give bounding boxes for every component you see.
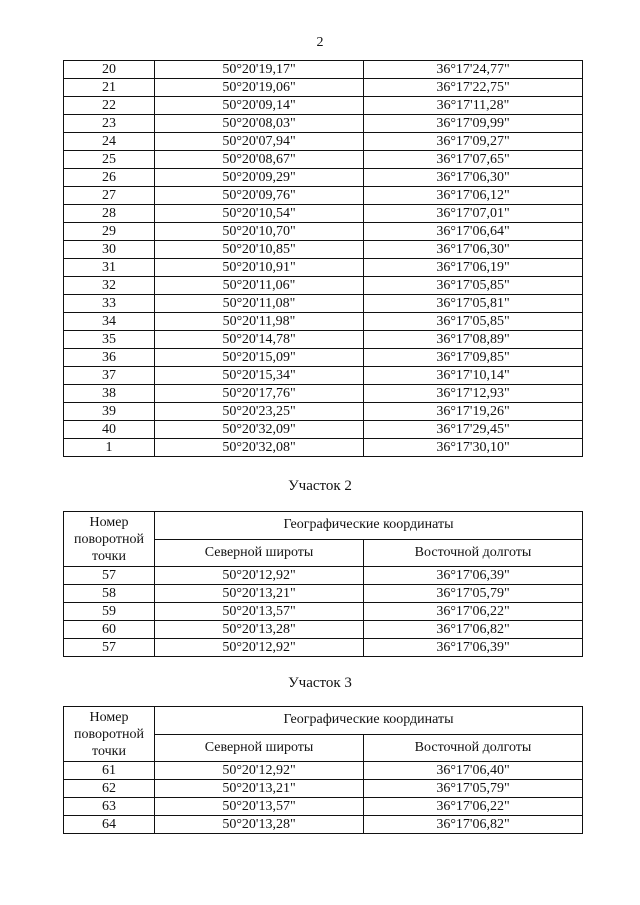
longitude-cell: 36°17'05,79" (364, 780, 583, 798)
header-longitude: Восточной долготы (364, 734, 583, 762)
point-number-cell: 64 (64, 816, 155, 834)
latitude-cell: 50°20'23,25" (155, 403, 364, 421)
table-row (64, 241, 583, 259)
table-row (64, 205, 583, 223)
latitude-cell: 50°20'13,57" (155, 603, 364, 621)
header-geo-coordinates: Географические координаты (155, 707, 583, 735)
point-number-cell: 61 (64, 762, 155, 780)
point-number-cell: 1 (64, 439, 155, 457)
longitude-cell: 36°17'06,39" (364, 639, 583, 657)
table-row (64, 115, 583, 133)
table-row (64, 97, 583, 115)
latitude-cell: 50°20'13,57" (155, 798, 364, 816)
latitude-cell: 50°20'11,08" (155, 295, 364, 313)
latitude-cell: 50°20'10,91" (155, 259, 364, 277)
table-row (64, 79, 583, 97)
table-row (64, 277, 583, 295)
point-number-cell: 62 (64, 780, 155, 798)
point-number-cell: 60 (64, 621, 155, 639)
longitude-cell: 36°17'06,82" (364, 621, 583, 639)
point-number-cell: 21 (64, 79, 155, 97)
point-number-cell: 34 (64, 313, 155, 331)
point-number-cell: 35 (64, 331, 155, 349)
latitude-cell: 50°20'32,09" (155, 421, 364, 439)
latitude-cell: 50°20'11,98" (155, 313, 364, 331)
latitude-cell: 50°20'13,21" (155, 585, 364, 603)
latitude-cell: 50°20'17,76" (155, 385, 364, 403)
latitude-cell: 50°20'19,17" (155, 61, 364, 79)
table-row (64, 367, 583, 385)
latitude-cell: 50°20'09,76" (155, 187, 364, 205)
longitude-cell: 36°17'09,27" (364, 133, 583, 151)
longitude-cell: 36°17'06,22" (364, 603, 583, 621)
table-row (64, 151, 583, 169)
latitude-cell: 50°20'09,29" (155, 169, 364, 187)
table-row (64, 762, 583, 780)
point-number-cell: 29 (64, 223, 155, 241)
coordinates-table-1 (63, 60, 583, 457)
latitude-cell: 50°20'09,14" (155, 97, 364, 115)
latitude-cell: 50°20'10,54" (155, 205, 364, 223)
longitude-cell: 36°17'05,81" (364, 295, 583, 313)
header-longitude: Восточной долготы (364, 539, 583, 567)
table-row (64, 349, 583, 367)
table-row (64, 603, 583, 621)
latitude-cell: 50°20'13,28" (155, 621, 364, 639)
table-header-row (64, 707, 583, 735)
point-number-cell: 23 (64, 115, 155, 133)
point-number-cell: 40 (64, 421, 155, 439)
coordinates-table-3 (63, 706, 583, 834)
table-row (64, 259, 583, 277)
longitude-cell: 36°17'12,93" (364, 385, 583, 403)
point-number-cell: 38 (64, 385, 155, 403)
longitude-cell: 36°17'06,19" (364, 259, 583, 277)
table-row (64, 421, 583, 439)
longitude-cell: 36°17'07,65" (364, 151, 583, 169)
latitude-cell: 50°20'15,09" (155, 349, 364, 367)
table-row (64, 439, 583, 457)
point-number-cell: 26 (64, 169, 155, 187)
longitude-cell: 36°17'19,26" (364, 403, 583, 421)
coordinates-table-1-body (64, 61, 583, 457)
point-number-cell: 22 (64, 97, 155, 115)
latitude-cell: 50°20'07,94" (155, 133, 364, 151)
longitude-cell: 36°17'06,40" (364, 762, 583, 780)
latitude-cell: 50°20'14,78" (155, 331, 364, 349)
point-number-cell: 59 (64, 603, 155, 621)
table-row (64, 223, 583, 241)
table-row (64, 585, 583, 603)
table-row (64, 331, 583, 349)
header-latitude: Северной широты (155, 734, 364, 762)
latitude-cell: 50°20'19,06" (155, 79, 364, 97)
point-number-cell: 25 (64, 151, 155, 169)
point-number-cell: 58 (64, 585, 155, 603)
point-number-cell: 63 (64, 798, 155, 816)
longitude-cell: 36°17'08,89" (364, 331, 583, 349)
table-row (64, 798, 583, 816)
latitude-cell: 50°20'32,08" (155, 439, 364, 457)
table-header-row (64, 512, 583, 540)
point-number-cell: 57 (64, 567, 155, 585)
coordinates-table-2-body (64, 567, 583, 657)
latitude-cell: 50°20'13,21" (155, 780, 364, 798)
longitude-cell: 36°17'22,75" (364, 79, 583, 97)
header-latitude: Северной широты (155, 539, 364, 567)
longitude-cell: 36°17'11,28" (364, 97, 583, 115)
latitude-cell: 50°20'11,06" (155, 277, 364, 295)
latitude-cell: 50°20'10,85" (155, 241, 364, 259)
table-row (64, 169, 583, 187)
point-number-cell: 36 (64, 349, 155, 367)
table-row (64, 621, 583, 639)
longitude-cell: 36°17'09,85" (364, 349, 583, 367)
table-row (64, 133, 583, 151)
latitude-cell: 50°20'12,92" (155, 567, 364, 585)
longitude-cell: 36°17'29,45" (364, 421, 583, 439)
longitude-cell: 36°17'05,85" (364, 277, 583, 295)
longitude-cell: 36°17'06,82" (364, 816, 583, 834)
longitude-cell: 36°17'06,30" (364, 169, 583, 187)
point-number-cell: 32 (64, 277, 155, 295)
table-row (64, 187, 583, 205)
table-row (64, 385, 583, 403)
longitude-cell: 36°17'24,77" (364, 61, 583, 79)
table-row (64, 567, 583, 585)
longitude-cell: 36°17'07,01" (364, 205, 583, 223)
header-geo-coordinates: Географические координаты (155, 512, 583, 540)
longitude-cell: 36°17'30,10" (364, 439, 583, 457)
table-row (64, 295, 583, 313)
latitude-cell: 50°20'12,92" (155, 639, 364, 657)
latitude-cell: 50°20'08,03" (155, 115, 364, 133)
coordinates-table-3-body (64, 762, 583, 834)
latitude-cell: 50°20'12,92" (155, 762, 364, 780)
point-number-cell: 39 (64, 403, 155, 421)
table-row (64, 313, 583, 331)
latitude-cell: 50°20'08,67" (155, 151, 364, 169)
header-point-number: Номер поворотной точки (64, 707, 155, 762)
longitude-cell: 36°17'06,22" (364, 798, 583, 816)
table-row (64, 639, 583, 657)
longitude-cell: 36°17'06,30" (364, 241, 583, 259)
longitude-cell: 36°17'09,99" (364, 115, 583, 133)
longitude-cell: 36°17'06,64" (364, 223, 583, 241)
longitude-cell: 36°17'05,85" (364, 313, 583, 331)
point-number-cell: 31 (64, 259, 155, 277)
point-number-cell: 24 (64, 133, 155, 151)
longitude-cell: 36°17'06,39" (364, 567, 583, 585)
point-number-cell: 28 (64, 205, 155, 223)
point-number-cell: 30 (64, 241, 155, 259)
point-number-cell: 27 (64, 187, 155, 205)
point-number-cell: 33 (64, 295, 155, 313)
point-number-cell: 37 (64, 367, 155, 385)
table-row (64, 780, 583, 798)
table-row (64, 816, 583, 834)
longitude-cell: 36°17'05,79" (364, 585, 583, 603)
coordinates-table-2 (63, 511, 583, 657)
longitude-cell: 36°17'06,12" (364, 187, 583, 205)
point-number-cell: 57 (64, 639, 155, 657)
header-point-number: Номер поворотной точки (64, 512, 155, 567)
table-row (64, 403, 583, 421)
page-number: 2 (316, 35, 324, 50)
latitude-cell: 50°20'13,28" (155, 816, 364, 834)
section-3-title: Участок 3 (288, 675, 352, 691)
point-number-cell: 20 (64, 61, 155, 79)
latitude-cell: 50°20'15,34" (155, 367, 364, 385)
section-2-title: Участок 2 (288, 478, 352, 494)
longitude-cell: 36°17'10,14" (364, 367, 583, 385)
latitude-cell: 50°20'10,70" (155, 223, 364, 241)
table-row (64, 61, 583, 79)
